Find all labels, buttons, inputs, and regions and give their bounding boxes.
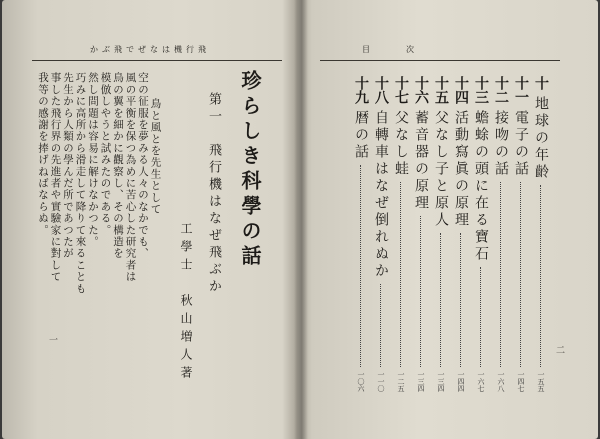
paragraph-line: 模倣しやうと試みたのである。	[99, 72, 112, 236]
toc-leader-dots	[420, 216, 421, 367]
toc-entry-page: 一六七	[477, 371, 485, 392]
toc-entry-number: 十六	[413, 76, 429, 104]
author-line: 工學士 秋山増人著	[179, 222, 193, 384]
toc-leader-dots	[380, 284, 381, 367]
paragraph-line: 然し問題は容易に解けなかつた。	[87, 72, 99, 248]
book-spread	[2, 0, 598, 439]
left-corner-mark: 一	[47, 335, 57, 344]
right-page	[302, 0, 598, 439]
left-header-rule	[32, 60, 282, 61]
toc-entry-title[interactable]: 接吻の話	[493, 110, 509, 178]
toc-entry-title[interactable]: 電子の話	[513, 110, 529, 178]
article-title: 珍らしき科學の話	[238, 70, 262, 270]
toc-entry-title[interactable]: 暦の話	[353, 110, 369, 161]
toc-entry-page: 一〇六	[357, 371, 365, 392]
paragraph-line: 鳥の翼を細かに觀察し、その構造を	[112, 72, 124, 260]
toc-entry-page: 一四四	[457, 371, 465, 392]
toc-leader-dots	[400, 182, 401, 367]
toc-entry-page: 一二五	[397, 371, 405, 392]
right-header-rule	[320, 60, 560, 61]
book-gutter	[294, 0, 308, 439]
toc-leader-dots	[520, 182, 521, 367]
paragraph-line: 鳥と風とを先生として	[149, 98, 162, 215]
toc-entry-title[interactable]: 蓄音器の原理	[413, 110, 429, 212]
toc-entry-page: 一五五	[537, 371, 545, 392]
toc-entry-number: 十七	[393, 76, 409, 104]
toc-entry-number: 十一	[513, 76, 529, 104]
toc-entry-title[interactable]: 地球の年齡	[533, 96, 549, 181]
paragraph-line: 先生から人類の學んだ所であつたが	[62, 72, 74, 260]
toc-leader-dots	[360, 165, 361, 367]
toc-leader-dots	[500, 182, 501, 367]
toc-leader-dots	[440, 233, 441, 367]
toc-running-head: 目 次	[362, 45, 428, 54]
toc-leader-dots	[480, 267, 481, 367]
paragraph-line: 空の征服を夢みる人々のなかでも、	[137, 72, 149, 260]
left-page	[2, 0, 298, 439]
paragraph-line: 巧みに高所から滑走して降りて來ることも	[74, 72, 87, 295]
toc-entry-number: 十三	[473, 76, 489, 104]
toc-entry-number: 十四	[453, 76, 469, 104]
toc-entry-number: 十九	[353, 76, 369, 104]
toc-entry-page: 一三四	[417, 371, 425, 392]
toc-entry-title[interactable]: 父なし蛙	[393, 110, 409, 178]
toc-entry-page: 一一〇	[377, 371, 385, 392]
toc-entry-number: 十八	[373, 76, 389, 104]
toc-entry-number: 十五	[433, 76, 449, 104]
toc-entry-number: 十二	[493, 76, 509, 104]
toc-leader-dots	[460, 233, 461, 367]
paragraph-line: 我等の感謝を捧げねばならぬ。	[37, 72, 49, 236]
toc-entry-title[interactable]: 自轉車はなぜ倒れぬか	[373, 110, 389, 280]
toc-entry-title[interactable]: 父なし子と原人	[433, 110, 449, 229]
section-heading: 第一 飛行機はなぜ飛ぶか	[206, 92, 221, 296]
right-page-mark: 二	[554, 345, 564, 354]
toc-entry-title[interactable]: 活動寫眞の原理	[453, 110, 469, 229]
toc-entry-title[interactable]: 蟾蜍の頭に在る寶石	[473, 110, 489, 263]
toc-leader-dots	[540, 185, 541, 367]
toc-entry-number: 十	[533, 76, 549, 90]
toc-entry-page: 一四七	[517, 371, 525, 392]
left-running-head: かぶ飛でぜなは機行飛	[90, 45, 210, 54]
paragraph-line: 事した飛行界の先進者や實驗家に對して	[49, 72, 62, 283]
paragraph-line: 風の平衡を保つ為めに苦心した研究者は	[124, 72, 137, 283]
toc-entry-page: 一三四	[437, 371, 445, 392]
toc-entry-page: 一六八	[497, 371, 505, 392]
